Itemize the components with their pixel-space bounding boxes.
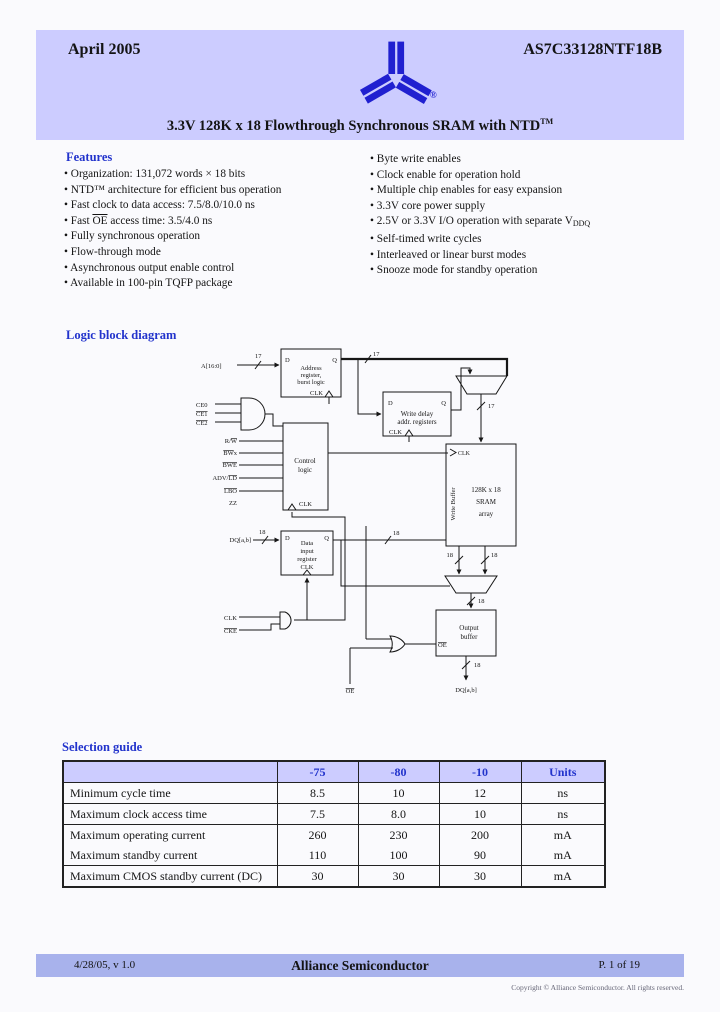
features-list-right: [370, 152, 590, 279]
block-label: buffer: [460, 633, 478, 641]
col-header: [63, 761, 277, 783]
cell: 12: [439, 783, 521, 804]
cell: mA: [521, 845, 605, 866]
and-gate: [241, 398, 265, 430]
feature-item: • 3.3V core power supply: [370, 199, 590, 215]
control-input-pins: [212, 438, 283, 507]
copyright-notice: Copyright © Alliance Semiconductor. All rights reserved.: [511, 983, 684, 992]
table-row: [63, 825, 605, 846]
cell: 30: [277, 866, 358, 888]
block-label: Data: [300, 540, 314, 547]
port-d: D: [388, 400, 393, 407]
row-label: Maximum CMOS standby current (DC): [63, 866, 277, 888]
cell: 10: [358, 783, 439, 804]
data-input-register-block: [281, 531, 333, 575]
wire-wd-q: [451, 368, 470, 410]
bus-width-18: 18: [474, 662, 481, 669]
footer-version: 4/28/05, v 1.0: [74, 959, 136, 971]
block-label: SRAM: [476, 498, 496, 506]
pin-ce0: CE0: [196, 402, 208, 409]
pin-bwe: BWE: [222, 462, 237, 469]
port-q: Q: [332, 357, 337, 364]
pin-rw: R/W: [224, 438, 237, 445]
port-clk: CLK: [458, 451, 470, 457]
clock-triangle: [325, 391, 333, 397]
cell: 230: [358, 825, 439, 846]
cell: 7.5: [277, 804, 358, 825]
block-label: Control: [294, 457, 316, 465]
data-mux: [445, 576, 497, 593]
block-label: Output: [459, 624, 479, 632]
cell: mA: [521, 866, 605, 888]
pin-dq-in: DQ[a,b]: [229, 537, 251, 544]
cell: 30: [439, 866, 521, 888]
port-d: D: [285, 535, 290, 542]
col-header: -75: [277, 761, 358, 783]
port-d: D: [285, 357, 290, 364]
table-row: [63, 783, 605, 804]
port-oe: OE: [438, 642, 447, 649]
feature-item: • Organization: 131,072 words × 18 bits: [64, 167, 281, 183]
wire-cke: [239, 624, 280, 630]
cell: 10: [439, 804, 521, 825]
feature-item: • Flow-through mode: [64, 245, 281, 261]
write-delay-register-block: [383, 392, 451, 442]
oe-gate: [346, 526, 436, 695]
col-header: Units: [521, 761, 605, 783]
pin-dq-out: DQ[a,b]: [455, 687, 477, 694]
header-date: April 2005: [68, 41, 141, 58]
registered-mark: ®: [430, 90, 437, 100]
footer-page-number: P. 1 of 19: [598, 959, 640, 971]
selection-guide-table: [62, 760, 606, 888]
page-title: [36, 117, 684, 135]
feature-item: • Fully synchronous operation: [64, 229, 281, 245]
block-label: addr. registers: [397, 418, 437, 426]
feature-item: • Interleaved or linear burst modes: [370, 248, 590, 264]
table-header-row: [63, 761, 605, 783]
block-label: input: [300, 548, 314, 555]
cell: 260: [277, 825, 358, 846]
port-q: Q: [441, 400, 446, 407]
table-row: [63, 866, 605, 888]
chip-enable-gate: [196, 398, 283, 430]
block-label: logic: [298, 466, 312, 474]
feature-item: • Fast $\overline{OE}$ access time: 3.5/4.0 ns: [64, 214, 281, 230]
pin-adv-ld: ADV/LD: [212, 475, 237, 482]
pin-ce1: CE1: [196, 411, 208, 418]
label-address-bus: A[16:0]: [201, 363, 222, 370]
feature-item: • Snooze mode for standby operation: [370, 263, 590, 279]
col-header: -10: [439, 761, 521, 783]
wire-wd-branch: [358, 359, 381, 414]
row-label: Maximum clock access time: [63, 804, 277, 825]
alliance-logo-icon: [324, 38, 468, 110]
pin-cke: CKE: [224, 628, 237, 635]
clock-triangle: [405, 430, 413, 436]
table-row: [63, 804, 605, 825]
features-list-left: [64, 167, 281, 292]
row-label: Maximum standby current: [63, 845, 277, 866]
diagram-heading: Logic block diagram: [66, 328, 177, 342]
col-header: -80: [358, 761, 439, 783]
cell: 8.5: [277, 783, 358, 804]
pin-clk: CLK: [224, 615, 237, 622]
control-logic-block: [283, 423, 328, 510]
clock-triangle: [288, 504, 296, 510]
clk-input-triangle: [450, 449, 456, 456]
cell: 8.0: [358, 804, 439, 825]
bus-width-17: 17: [255, 353, 262, 360]
table-row: [63, 845, 605, 866]
bus-width-18: 18: [259, 529, 266, 536]
port-clk: CLK: [300, 564, 314, 571]
address-register-block: [281, 349, 341, 404]
logic-block-diagram: [193, 346, 585, 714]
pin-lbo: LBO: [224, 488, 237, 495]
bus-width-18: 18: [393, 530, 400, 537]
bus-width-18: 18: [478, 598, 485, 605]
cell: 90: [439, 845, 521, 866]
port-clk: CLK: [389, 429, 402, 436]
write-buffer-label: Write Buffer: [450, 487, 457, 521]
bus-width-18: 18: [491, 552, 498, 559]
wire-ce-out: [265, 414, 283, 426]
pin-oe: OE: [345, 688, 355, 695]
cell: mA: [521, 825, 605, 846]
footer-band: [36, 954, 684, 977]
header-band: [36, 30, 684, 140]
page-title-text: 3.3V 128K x 18 Flowthrough Synchronous SRAM with NTD: [166, 118, 541, 134]
page-title-tm: TM: [540, 117, 554, 127]
feature-item: • Self-timed write cycles: [370, 232, 590, 248]
bus-width-17: 17: [373, 351, 380, 358]
sram-array-block: [446, 444, 516, 546]
footer-company: Alliance Semiconductor: [291, 958, 429, 973]
bus-width-18: 18: [446, 552, 453, 559]
cell: ns: [521, 783, 605, 804]
address-mux: [456, 376, 507, 394]
port-q: Q: [324, 535, 329, 542]
clock-gate: [224, 512, 345, 635]
cell: 200: [439, 825, 521, 846]
cell: ns: [521, 804, 605, 825]
pin-zz: ZZ: [229, 500, 237, 507]
feature-item: • 2.5V or 3.3V I/O operation with separate VDDQ: [370, 214, 590, 232]
cell: 100: [358, 845, 439, 866]
block-label: Write delay: [400, 410, 434, 418]
feature-item: • Fast clock to data access: 7.5/8.0/10.0 ns: [64, 198, 281, 214]
wire-bypass: [341, 540, 450, 586]
selection-guide-heading: Selection guide: [62, 740, 143, 754]
feature-item: • Clock enable for operation hold: [370, 168, 590, 184]
and-gate: [280, 612, 291, 629]
pin-ce2: CE2: [196, 420, 208, 427]
row-label: Maximum operating current: [63, 825, 277, 846]
block-label: Address: [300, 365, 322, 372]
feature-item: • NTD™ architecture for efficient bus operation: [64, 183, 281, 199]
feature-item: • Byte write enables: [370, 152, 590, 168]
feature-item: • Multiple chip enables for easy expansion: [370, 183, 590, 199]
pin-bwx: BWx: [223, 450, 237, 457]
output-buffer-block: [436, 610, 496, 656]
port-clk: CLK: [299, 501, 312, 508]
block-label: array: [478, 510, 494, 518]
cell: 110: [277, 845, 358, 866]
block-label: register: [297, 556, 317, 563]
features-heading: Features: [66, 150, 113, 164]
header-part-number: AS7C33128NTF18B: [523, 41, 662, 58]
feature-item: • Asynchronous output enable control: [64, 261, 281, 277]
row-label: Minimum cycle time: [63, 783, 277, 804]
bus-width-17: 17: [488, 403, 495, 410]
or-gate: [390, 636, 405, 652]
block-label: burst logic: [297, 379, 325, 386]
cell: 30: [358, 866, 439, 888]
block-label: 128K x 18: [471, 486, 501, 494]
port-clk: CLK: [310, 390, 323, 397]
block-label: register,: [300, 372, 322, 379]
feature-item: • Available in 100-pin TQFP package: [64, 276, 281, 292]
